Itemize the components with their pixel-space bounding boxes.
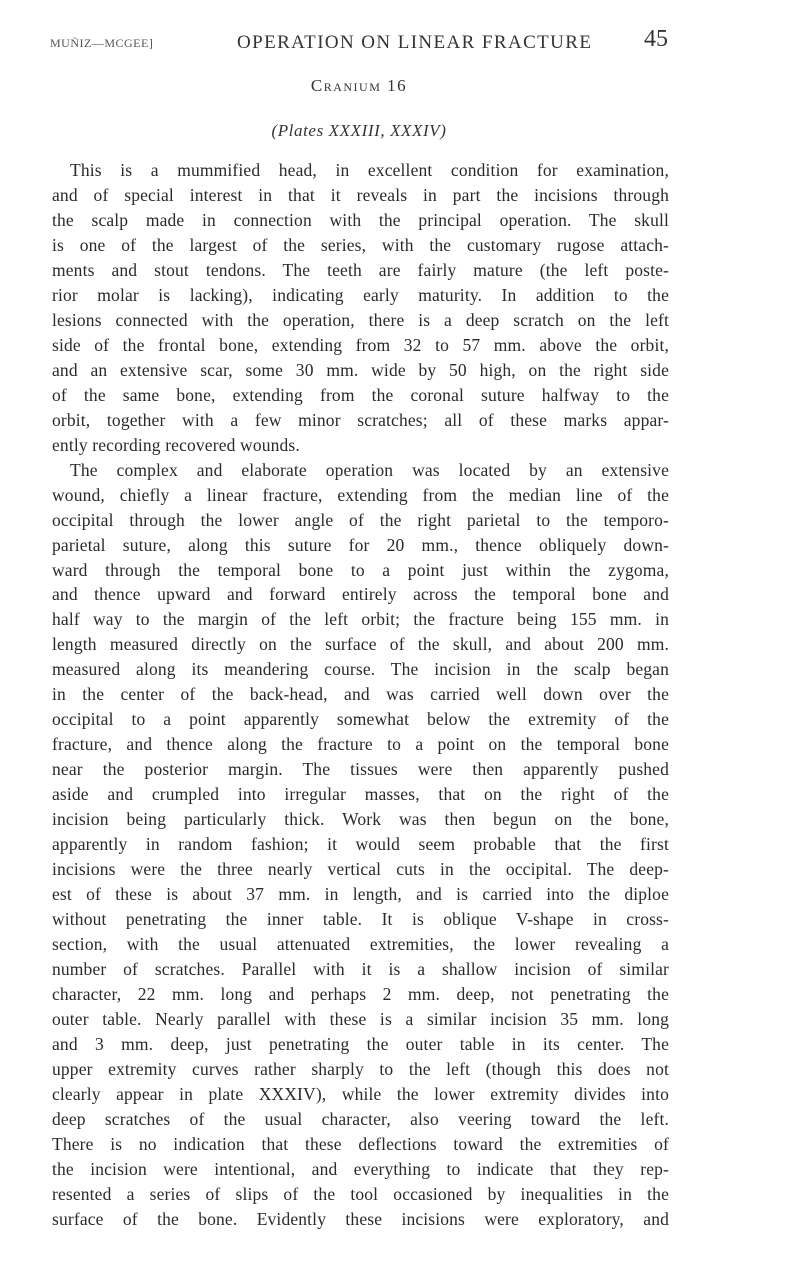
text-line: in the center of the back-head, and was carried well down over the (52, 684, 669, 705)
text-line: wound, chiefly a linear fracture, extending from the median line of the (52, 484, 669, 505)
text-line: orbit, together with a few minor scratches; all of these marks appar- (52, 409, 669, 430)
text-line: is one of the largest of the series, with the customary rugose attach- (52, 234, 669, 255)
text-line: lesions connected with the operation, there is a deep scratch on the left (52, 309, 669, 330)
text-line: and 3 mm. deep, just penetrating the outer table in its center. The (52, 1033, 669, 1054)
text-line: the scalp made in connection with the principal operation. The skull (52, 209, 669, 230)
text-line: and of special interest in that it reveals in part the incisions through (52, 184, 669, 205)
text-line: half way to the margin of the left orbit; the fracture being 155 mm. in (52, 609, 669, 630)
running-head (50, 22, 668, 58)
text-line: rior molar is lacking), indicating early maturity. In addition to the (52, 284, 669, 305)
section-heading: Cranium 16 (310, 76, 408, 95)
text-line: ments and stout tendons. The teeth are fairly mature (the left poste- (52, 259, 669, 280)
running-head-authors: MUÑIZ—MCGEE] (50, 36, 154, 50)
text-line: There is no indication that these deflections toward the extremities of (52, 1133, 669, 1154)
text-line: This is a mummified head, in excellent condition for examination, (70, 160, 669, 180)
text-line: est of these is about 37 mm. in length, and is carried into the diploe (52, 884, 669, 905)
text-line: length measured directly on the surface of the skull, and about 200 mm. (52, 634, 669, 655)
page-number: 45 (644, 26, 668, 52)
text-line: apparently in random fashion; it would seem probable that the first (52, 834, 669, 855)
text-line: section, with the usual attenuated extremities, the lower revealing a (52, 934, 669, 955)
text-line: clearly appear in plate XXXIV), while the lower extremity divides into (52, 1083, 669, 1104)
text-line: resented a series of slips of the tool occasioned by inequalities in the (52, 1183, 669, 1204)
text-line: occipital to a point apparently somewhat below the extremity of the (52, 709, 669, 730)
text-line: ently recording recovered wounds. (52, 434, 300, 455)
text-line: without penetrating the inner table. It is oblique V-shape in cross- (52, 909, 669, 930)
text-line: parietal suture, along this suture for 20 mm., thence obliquely down- (52, 534, 669, 555)
text-line: The complex and elaborate operation was located by an extensive (70, 459, 669, 480)
body-text (52, 158, 669, 1232)
text-line: and an extensive scar, some 30 mm. wide by 50 high, on the right side (52, 359, 669, 380)
text-line: character, 22 mm. long and perhaps 2 mm. deep, not penetrating the (52, 983, 669, 1004)
text-line: occipital through the lower angle of the right parietal to the temporo- (52, 509, 669, 530)
text-line: ward through the temporal bone to a point just within the zygoma, (52, 559, 669, 580)
text-line: near the posterior margin. The tissues were then apparently pushed (52, 759, 669, 780)
running-head-title: OPERATION ON LINEAR FRACTURE (237, 32, 593, 53)
text-line: measured along its meandering course. The incision in the scalp began (52, 659, 669, 680)
text-line: incisions were the three nearly vertical cuts in the occipital. The deep- (52, 859, 669, 880)
text-line: incision being particularly thick. Work was then begun on the bone, (52, 809, 669, 830)
text-line: number of scratches. Parallel with it is a shallow incision of similar (52, 959, 669, 979)
text-line: deep scratches of the usual character, also veering toward the left. (52, 1108, 669, 1129)
text-line: the incision were intentional, and everything to indicate that they rep- (52, 1158, 669, 1179)
text-line: aside and crumpled into irregular masses, that on the right of the (52, 784, 669, 805)
text-line: surface of the bone. Evidently these incisions were exploratory, and (52, 1208, 669, 1229)
text-line: of the same bone, extending from the coronal suture halfway to the (52, 384, 669, 405)
text-line: and thence upward and forward entirely across the temporal bone and (52, 584, 669, 605)
text-line: side of the frontal bone, extending from 32 to 57 mm. above the orbit, (52, 334, 669, 355)
text-line: outer table. Nearly parallel with these is a similar incision 35 mm. long (52, 1008, 669, 1029)
text-line: fracture, and thence along the fracture to a point on the temporal bone (52, 734, 669, 755)
section-subheading: (Plates XXXIII, XXXIV) (271, 121, 447, 140)
text-line: upper extremity curves rather sharply to the left (though this does not (52, 1058, 669, 1079)
